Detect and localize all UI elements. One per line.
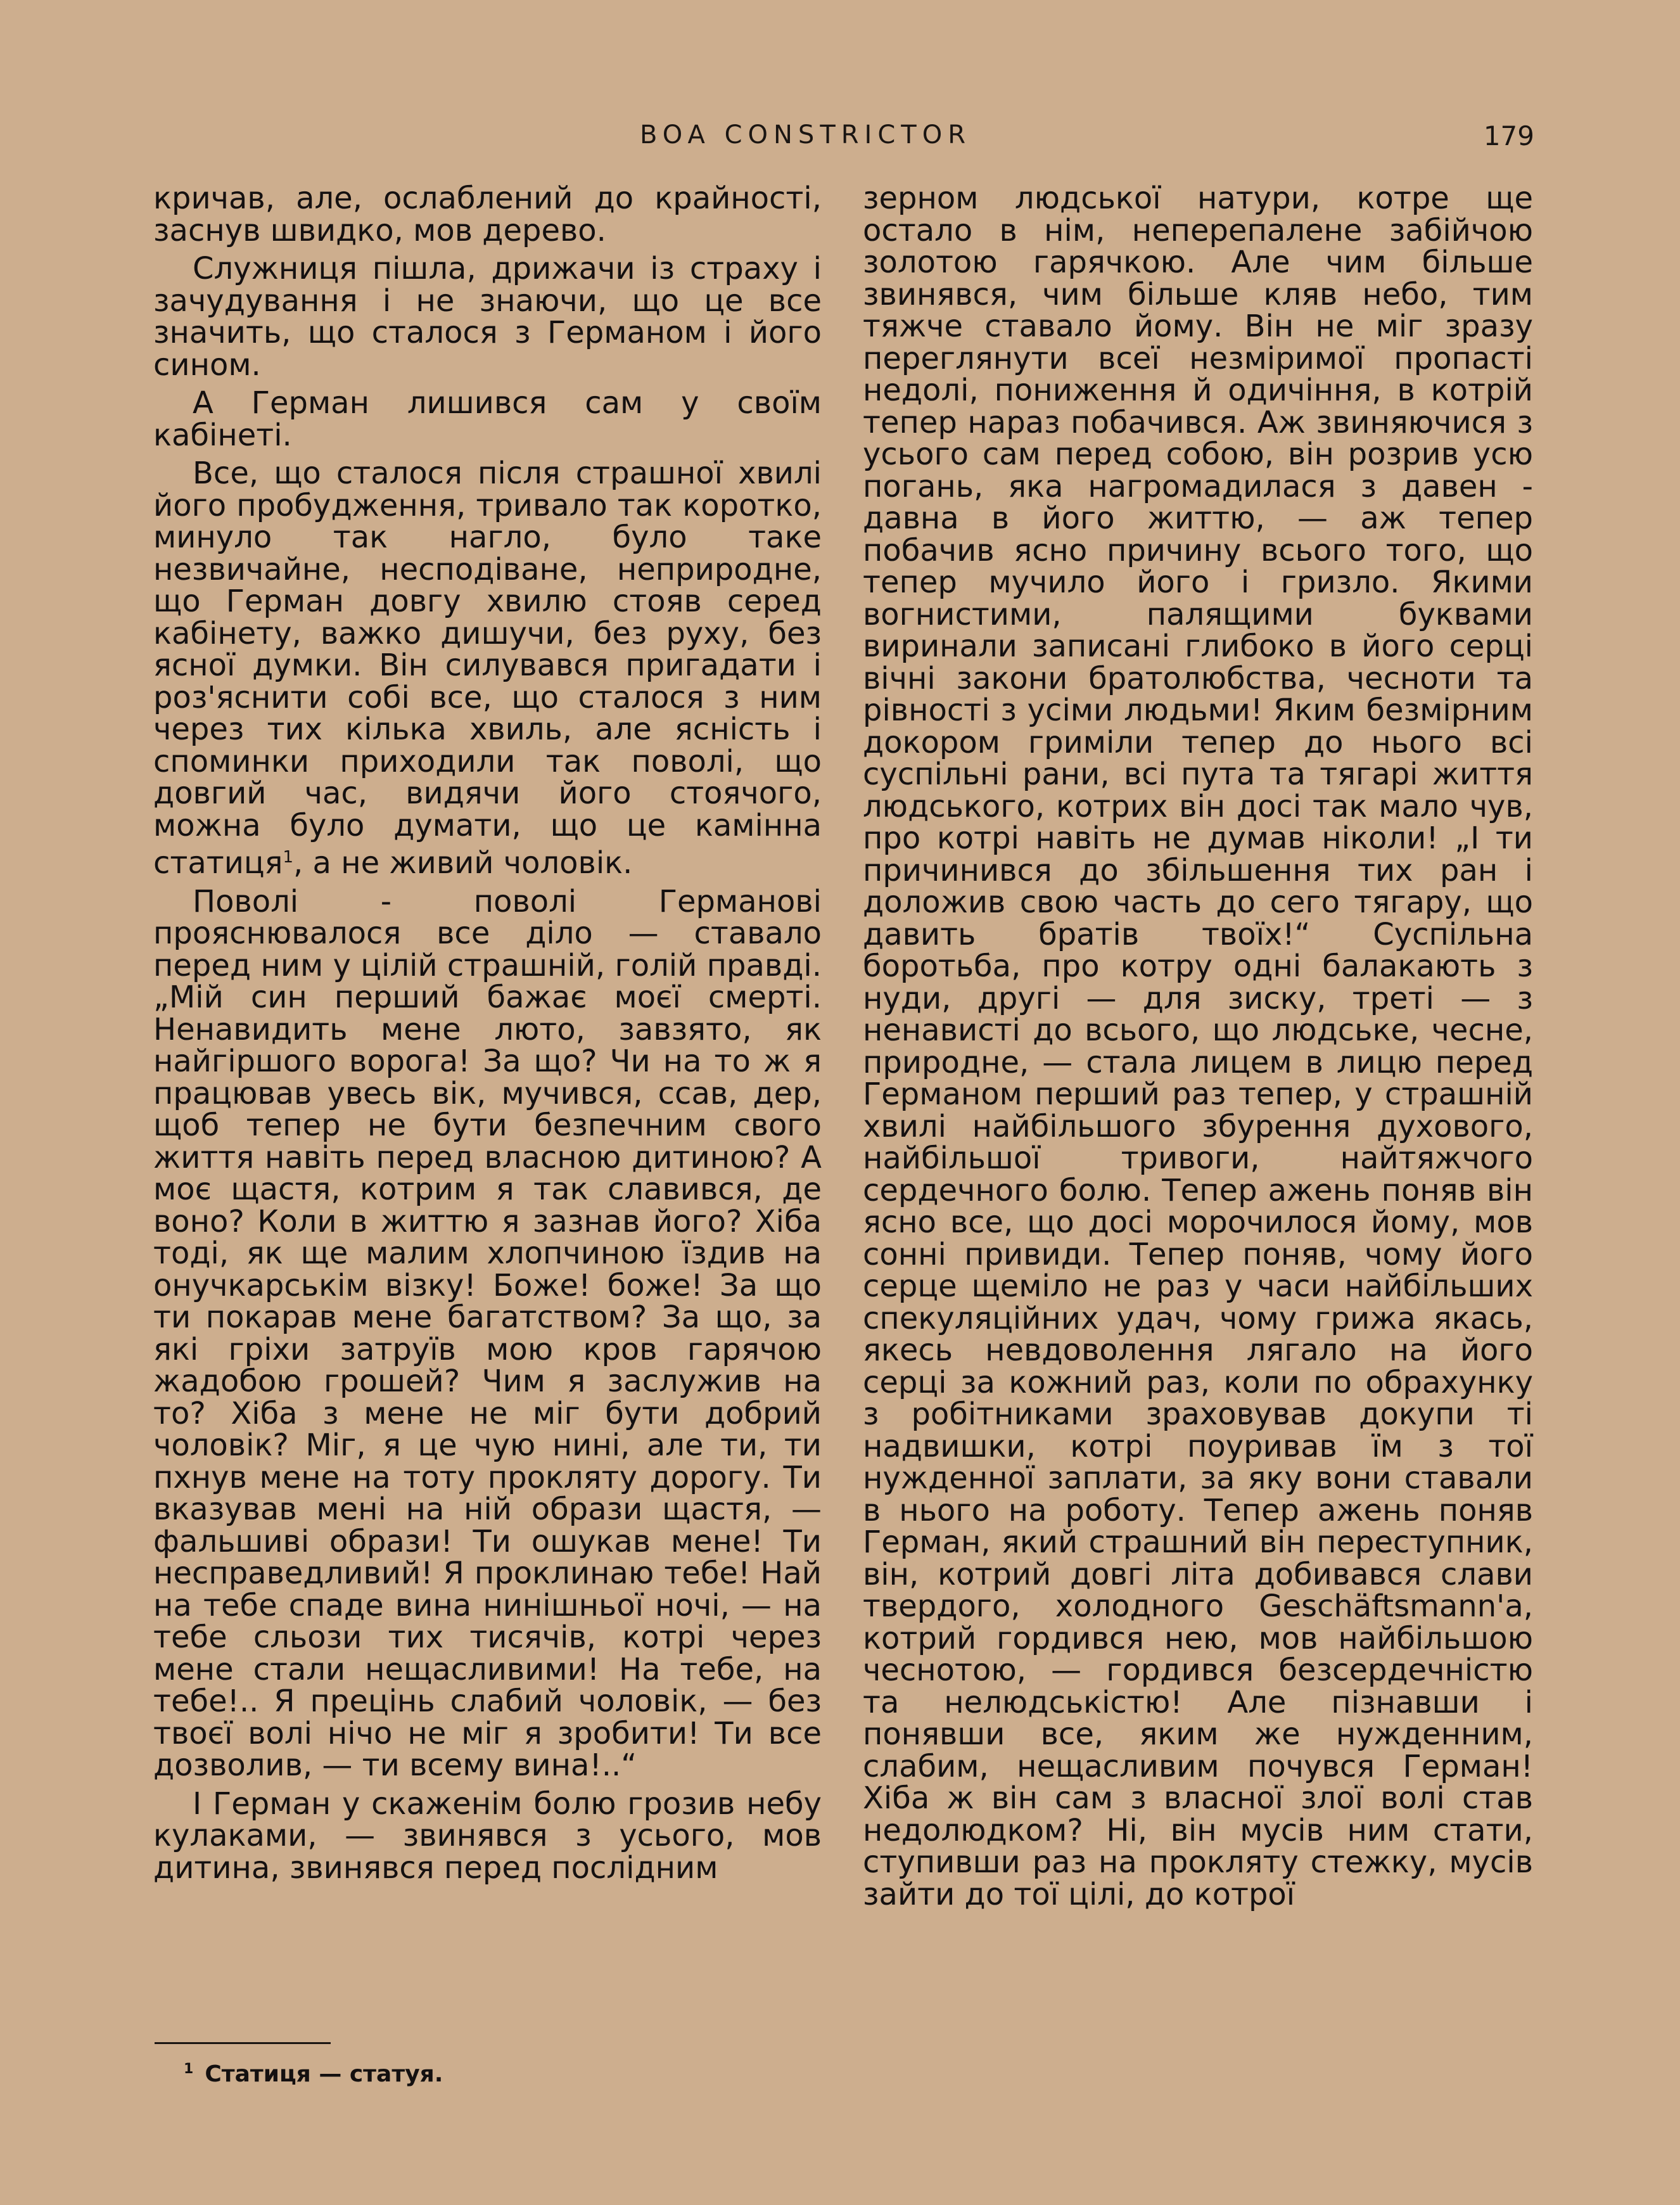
paragraph: зерном людської натури, котре ще остало в нім, неперепалене забійчою золотою гарячкою. Але чим більше звинявся, чим більше кляв небо, тим тяжче ставало йому. Він не міг зразу переглянути всеї незміримої пропасті недолі, пониження й одичіння, в котрій тепер нараз побачився. Аж звиняючися з усього сам перед собою, він розрив усю погань, яка нагромадилася з давен - давна в його життю, — аж тепер побачив ясно причину всього того, що тепер мучило його і гризло. Якими вогнистими, палящими буквами виринали записані глибоко в його серці вічні закони братолюбства, чесноти та рівності з усіми людьми! Яким безмірним докором гриміли тепер до нього всі суспільні рани, всі пута та тягарі життя людського, котрих він досі так мало чув, про котрі навіть не думав ніколи! „І ти причинився до збільшення тих ран і доложив свою часть до сего тягару, що давить братів твоїх!“ Суспільна боротьба, про котру одні балакають з нуди, другі — для зиску, треті — з ненависті до всього, що людське, чесне, природне, — стала лицем в лицю перед Германом перший раз тепер, у страшній хвилі найбільшого збурення духового, найбільшої тривоги, найтяжчого сердечного болю. Тепер ажень поняв він ясно все, що досі морочилося йому, мов сонні привиди. Тепер поняв, чому його серце щеміло не раз у часи найбільших спекуляційних удач, чому грижа якась, якесь невдоволення лягало на його серці за кожний раз, коли по обрахунку з робітниками зраховував докупи ті надвишки, котрі поуривав їм з тої нужденної заплати, за яку вони ставали в нього на роботу. Тепер ажень поняв Герман, який страшний він переступник, він, котрий довгі літа добивався слави твердого, холодного Geschäftsmann'а, котрий гордився нею, мов найбільшою чеснотою, — гордився безсердечністю та нелюдськістю! Але пізнавши і понявши все, яким же нужденним, слабим, нещасливим почувся Герман! Хіба ж він сам з власної злої волі став недолюдком? Ні, він мусів ним стати, ступивши раз на прокляту стежку, мусів зайти до тої цілі, до котрої	[863, 181, 1533, 1912]
paragraph	[153, 457, 822, 879]
paragraph: кричав, але, ослаблений до крайності, заснув швидко, мов дерево.	[153, 181, 822, 248]
left-column	[153, 182, 822, 1890]
paragraph: Служниця пішла, дрижачи із страху і зачудування і не знаючи, що це все значить, що сталося з Германом і його сином.	[153, 251, 822, 383]
footnote-text: Статиця — статуя.	[205, 2061, 443, 2087]
paragraph: Поволі - поволі Германові прояснювалося все діло — ставало перед ним у цілій страшній, голій правді. „Мій син перший бажає моєї смерті. Ненавидить мене люто, завзято, як найгіршого ворога! За що? Чи на то ж я працював увесь вік, мучився, ссав, дер, щоб тепер не бути безпечним свого життя навіть перед власною дитиною? А моє щастя, котрим я так славився, де воно? Коли в життю я зазнав його? Хіба тоді, як ще малим хлопчиною їздив на онучкарськім візку! Боже! боже! За що ти покарав мене багатством? За що, за які гріхи затруїв мою кров гарячою жадобою грошей? Чим я заслужив на то? Хіба з мене не міг бути добрий чоловік? Міг, я це чую нині, але ти, ти пхнув мене на тоту прокляту дорогу. Ти вказував мені на ній образи щастя, — фальшиві образи! Ти ошукав мене! Ти несправедливий! Я проклинаю тебе! Най на тебе спаде вина нинішньої ночі, — на тебе сльози тих тисячів, котрі через мене стали нещасливими! На тебе, на тебе!.. Я прецінь слабий чоловік, — без твоєї волі нічо не міг я зробити! Ти все дозволив, — ти всему вина!..“	[153, 883, 822, 1783]
footnote	[184, 2061, 443, 2087]
footnote-marker: 1	[184, 2061, 194, 2077]
footnote-reference: 1	[283, 848, 294, 867]
paragraph-text: , а не живий чоловік.	[293, 845, 633, 881]
page-number: 179	[1483, 120, 1534, 151]
right-column	[863, 182, 1533, 1917]
running-title: BOA CONSTRICTOR	[640, 120, 971, 150]
footnote-divider	[155, 2042, 331, 2044]
paragraph: А Герман лишився сам у своїм кабінеті.	[153, 385, 822, 453]
paragraph-text: Все, що сталося після страшної хвилі його пробудження, тривало так коротко, минуло так нагло, було таке незвичайне, несподіване, неприродне, що Герман довгу хвилю стояв серед кабінету, важко дишучи, без руху, без ясної думки. Він силувався пригадати і роз'яснити собі все, що сталося з ним через тих кілька хвиль, але ясність і споминки приходили так поволі, що довгий час, видячи його стоячого, можна було думати, що це камінна статиця	[153, 456, 822, 881]
paragraph: І Герман у скаженім болю грозив небу кулаками, — звинявся з усього, мов дитина, звинявся перед послідним	[153, 1786, 822, 1886]
